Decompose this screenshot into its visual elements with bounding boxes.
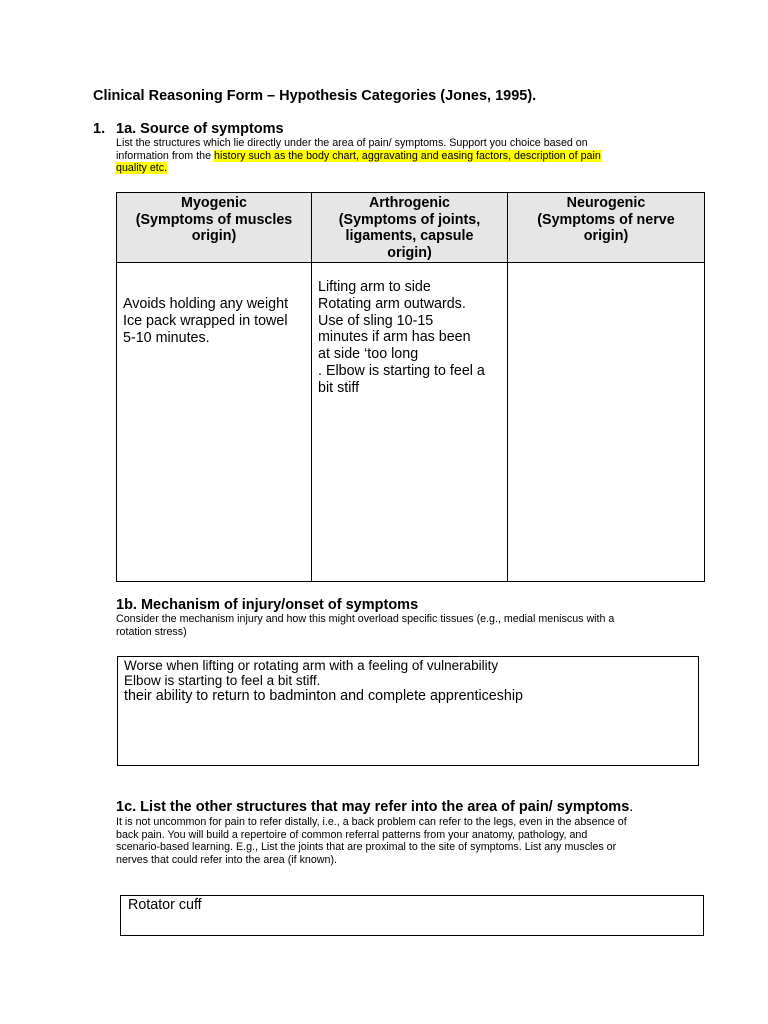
hypothesis-table [116,192,705,582]
referral-answer-box[interactable] [120,895,704,936]
section-1a-instructions [116,137,676,175]
header-myogenic [117,193,312,263]
form-title: Clinical Reasoning Form – Hypothesis Categories (Jones, 1995). [93,88,537,104]
cell-line: 5-10 minutes. [123,329,210,346]
instruction-line: rotation stress) [116,625,187,638]
instruction-line: It is not uncommon for pain to refer distally, i.e., a back problem can refer to the legs, even in the absence of [116,816,627,828]
answer-line: their ability to return to badminton and complete apprenticeship [124,688,523,704]
header-line: Neurogenic [566,195,646,211]
header-line: (Symptoms of muscles [135,211,293,228]
instruction-line: Consider the mechanism injury and how this might overload specific tissues (e.g., medial meniscus with a [116,613,615,625]
header-arthrogenic [312,193,508,263]
instruction-line: List the structures which lie directly under the area of pain/ symptoms. Support you choice based on [116,137,588,149]
header-line: ligaments, capsule [345,228,474,244]
section-1a-heading: 1a. Source of symptoms [116,121,284,137]
table-header-row [117,193,705,263]
cell-line: Avoids holding any weight [123,296,289,312]
mechanism-answer-box[interactable] [117,656,699,766]
highlighted-text: quality etc. [116,162,168,174]
myogenic-cell[interactable] [117,263,312,582]
heading-text: 1c. List the other structures that may refer into the area of pain/ symptoms [116,799,630,815]
header-neurogenic [508,193,705,263]
cell-line: minutes if arm has been [318,329,471,346]
table-row [117,263,705,582]
header-line: (Symptoms of nerve [537,211,675,228]
cell-line: Rotating arm outwards. [318,295,466,312]
cell-line: Ice pack wrapped in towel [123,312,288,329]
section-1c-heading [116,799,633,815]
myogenic-text [117,263,311,346]
header-line: origin) [387,244,432,261]
answer-text: Rotator cuff [128,897,202,913]
header-line: Arthrogenic [368,195,451,211]
section-1b-instructions [116,613,676,638]
instruction-line: scenario-based learning. E.g., List the joints that are proximal to the site of symptoms. List any muscles or [116,841,617,853]
instruction-line: back pain. You will build a repertoire of common referral patterns from your anatomy, pathology, and [116,828,588,841]
arthrogenic-text [312,263,507,397]
arthrogenic-cell[interactable] [312,263,508,582]
cell-line: bit stiff [318,379,360,396]
highlighted-text: history such as the body chart, aggravating and easing factors, description of pain [214,149,601,162]
section-1c-instructions [116,816,676,866]
instruction-line: nerves that could refer into the area (if known). [116,853,337,866]
answer-line: Worse when lifting or rotating arm with a feeling of vulnerability [124,658,499,673]
header-line: Myogenic [181,195,247,211]
cell-line: Lifting arm to side [318,279,431,295]
instruction-line [116,162,676,175]
answer-line: Elbow is starting to feel a bit stiff. [124,673,321,688]
cell-line: Use of sling 10-15 [318,312,434,329]
neurogenic-cell[interactable] [508,263,705,582]
cell-line: at side ‘too long [318,346,419,363]
header-line: origin) [191,228,237,244]
instruction-line [116,150,676,163]
header-line: (Symptoms of joints, [338,211,481,228]
instruction-text: information from the [116,149,215,162]
cell-line: . Elbow is starting to feel a [318,362,485,379]
heading-period: . [629,799,634,815]
section-1b-heading: 1b. Mechanism of injury/onset of symptoms [116,597,419,613]
header-line: origin) [583,228,629,244]
section-number: 1. [93,121,106,137]
